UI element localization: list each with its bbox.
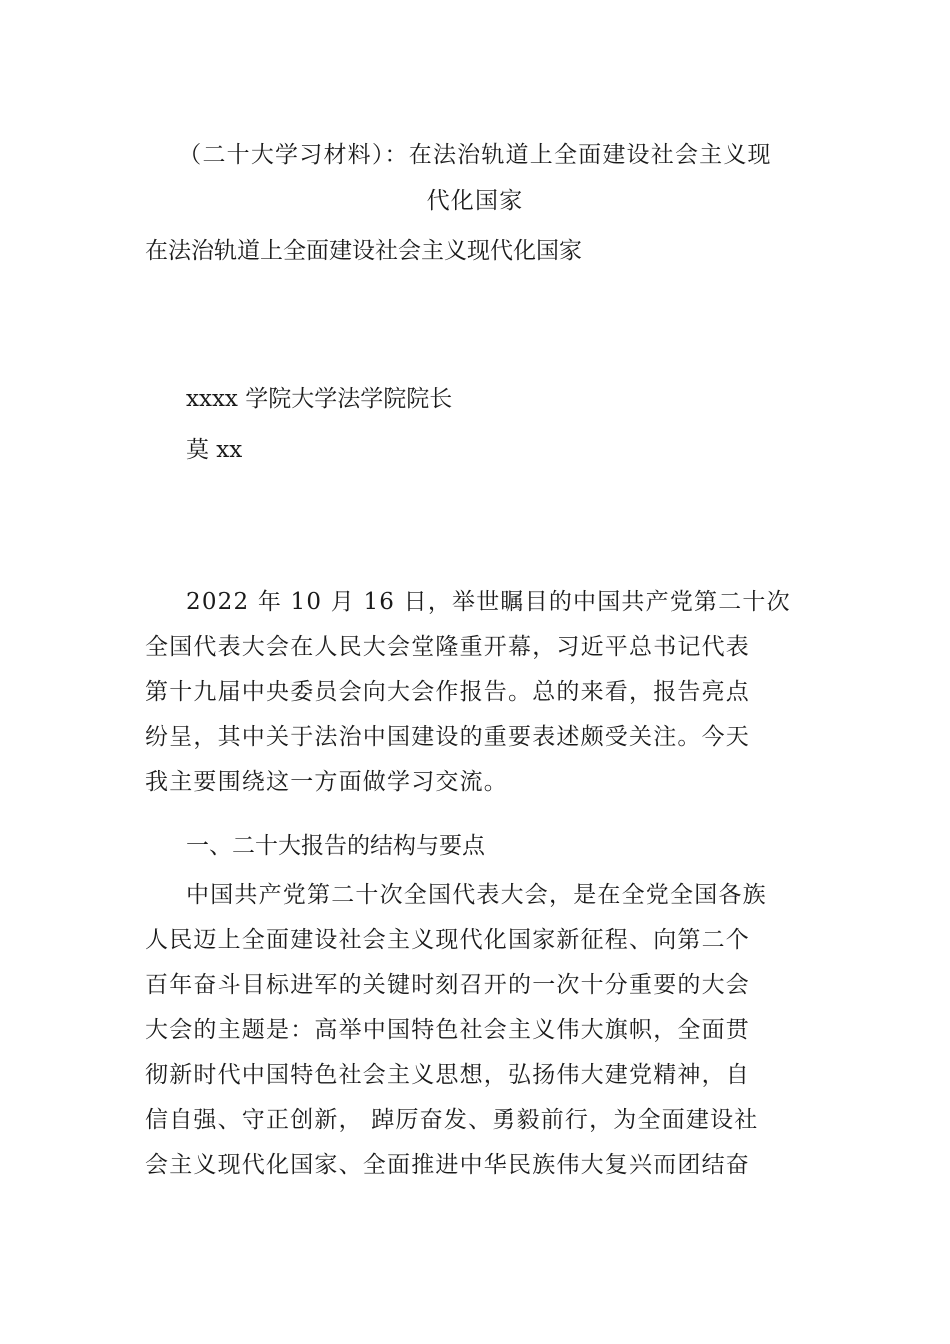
paragraph-line: 彻新时代中国特色社会主义思想，弘扬伟大建党精神，自 — [145, 1062, 750, 1088]
paragraph-line: 中国共产党第二十次全国代表大会，是在全党全国各族 — [186, 882, 767, 908]
section-heading: 一、二十大报告的结构与要点 — [186, 833, 485, 859]
author-name: 莫 xx — [186, 437, 243, 463]
paragraph-line: 信自强、守正创新， 踔厉奋发、勇毅前行，为全面建设社 — [145, 1107, 759, 1133]
title-line-2: 代化国家 — [426, 188, 524, 214]
paragraph-line: 纷呈，其中关于法治中国建设的重要表述颇受关注。今天 — [145, 724, 750, 750]
paragraph-1 — [145, 580, 805, 805]
paragraph-line: 百年奋斗目标进军的关键时刻召开的一次十分重要的大会 — [145, 972, 750, 998]
paragraph-line: 大会的主题是：高举中国特色社会主义伟大旗帜，全面贯 — [145, 1017, 750, 1043]
title-line-1: （二十大学习材料）：在法治轨道上全面建设社会主义现 — [178, 142, 772, 168]
paragraph-2 — [145, 873, 805, 1188]
author-affiliation: xxxx 学院大学法学院院长 — [186, 386, 453, 412]
paragraph-line: 全国代表大会在人民大会堂隆重开幕，习近平总书记代表 — [145, 634, 750, 660]
paragraph-line: 我主要围绕这一方面做学习交流。 — [145, 769, 508, 795]
paragraph-line: 2022 年 10 月 16 日，举世瞩目的中国共产党第二十次 — [186, 589, 791, 615]
paragraph-line: 第十九届中央委员会向大会作报告。总的来看，报告亮点 — [145, 679, 750, 705]
paragraph-line: 人民迈上全面建设社会主义现代化国家新征程、向第二个 — [145, 927, 750, 953]
paragraph-line: 会主义现代化国家、全面推进中华民族伟大复兴而团结奋 — [145, 1152, 750, 1178]
document-title — [145, 132, 805, 224]
document-subtitle: 在法治轨道上全面建设社会主义现代化国家 — [145, 238, 582, 264]
